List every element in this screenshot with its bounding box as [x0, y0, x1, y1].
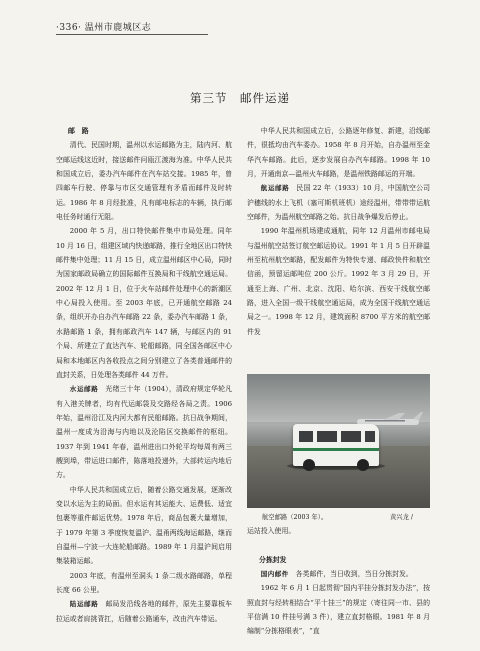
paragraph-keyword: 水运邮路	[69, 385, 99, 394]
keyword-paragraph	[56, 382, 232, 482]
subsection-heading: 分拣封发	[259, 555, 287, 564]
van-wheel	[303, 459, 315, 471]
van-window	[317, 431, 337, 442]
body-paragraph: 运站投入使用。	[247, 527, 296, 535]
paragraph-text: 民国 22 年（1933）10 月，中国航空公司沪穗线的水上飞机（塞可斯机班机）途经温州，带带带运航空邮件，为温州航空邮路之始。抗日战争爆发后停止。	[247, 184, 430, 222]
body-paragraph: 中华人民共和国成立后，公路逐年修复、新建，沿线邮件，很抵均由汽车委办。1958 年 8 月开始，自办温州至金华汽车邮路。此后，逐步发展自办汽车邮路。1998 年 10 月，开通南京—温州火车邮路，是温州铁路邮运的开端。	[247, 127, 430, 179]
subsection-heading: 邮 路	[68, 127, 89, 135]
body-paragraph: 中华人民共和国成立后，随着公路交通发展，逐渐改变以水运为主的局面。但水运有其运能大、运费低、适宜包裹等重件邮运优势。1978 年后，商品包裹大量增加，于 1979 年第 3 季度恢复温沪、温甬两线海运邮路，继而自温州—宁波一大连轮船邮路。1989 年 1 月温沪间启用集装箱运邮。	[56, 485, 232, 566]
airport-mail-van-photo	[247, 374, 430, 508]
left-text-column	[56, 124, 232, 626]
paragraph-text: 各类邮件，当日收到，当日分拣封发。	[288, 570, 413, 579]
body-paragraph: 1962 年 6 月 1 日起贯彻“国内平挂分拣封发办法”，按照直封与经转相结合“平十挂三”的规定（寄往同一市、县的平信满 10 件挂号满 3 件），建立直封格眼。1981 年 8 月编制“分拣格眼表”，“直	[247, 584, 430, 636]
spacer	[247, 538, 430, 552]
van-window	[365, 431, 375, 442]
body-paragraph: 清代、民国时期，温州以水运邮路为主，陆内河、航空邮运线这近时，接送邮件问瓯江渡海为准。中华人民共和国成立后，委办汽车邮件在汽车站交接。1985 年，曾四邮车行驶、停靠与市区交通管理有矛盾而邮件及时转运。1986 年 8 月经批准，凡有邮电标志的车辆，执行邮电任务时通行无阻。	[56, 141, 232, 222]
body-paragraph: 2000 年 5 月，出口特快邮件集中市局处理。同年 10 月 16 日，组建区域内快递邮路，推行全地区出口特快邮件集中处理；11 月 15 日，成立温州邮区中心局，同时为国家邮政局确立的国际邮件互换局和干线航空通运局。2002 年 12 月 1 日，位于火车站邮件处理中心的新潮区中心局投入使用。至 2003 年底，已开通航空邮路 24 条，组织开办自办汽车邮路 22 条，委办汽车邮路 1 条，水路邮路 1 条，拥有邮政汽车 147 辆，与邮区内的 91 个局、所建立了直达汽车、轮船邮路，同全国各邮区中心局和本地邮区内各收投点之间分别建立了各类普通邮件的直封关系，日处理各类邮件 44 万件。	[56, 227, 232, 379]
keyword-paragraph	[56, 597, 232, 626]
van-stripe	[293, 448, 379, 451]
header-rule	[56, 34, 208, 35]
body-paragraph: 1990 年温州机场建成通航，同年 12 月温州市邮电局与温州航空站签订航空邮运协议。1991 年 1 月 5 日开辟温州至杭州航空邮路，配发邮件为特快专递、邮政快件和航空信函，预留运邮吨位 200 公斤。1992 年 3 月 29 日，开通至上海、广州、北京、沈阳、哈尔滨、西安干线航空邮路，进入全国一级干线航空通运局，成为全国干线航空通运局之一。1998 年 12 月，建筑面积 8700 平方米的航空邮件发	[247, 227, 430, 336]
right-text-column-top	[247, 124, 430, 339]
mail-van	[293, 424, 379, 466]
photo-caption: 航空邮路（2003 年）。	[262, 514, 328, 521]
paragraph-keyword: 国内邮件	[260, 570, 289, 579]
photo-credit: 黄兴龙 /	[390, 514, 414, 521]
running-header: ·336· 温州市鹿城区志	[56, 23, 152, 33]
section-title: 第三节 邮件运递	[190, 91, 290, 105]
paragraph-keyword: 陆运邮路	[69, 600, 99, 609]
van-window	[299, 431, 313, 442]
paragraph-text: 光绪三十年（1904），清政府规定华轮凡有入港关牌者，均有代运邮袋及交路经各局之责。1906 年始，温州沿江及内河大都有民船邮路。抗日战争期间，温州一度成为沿海与内地以及沦陷区交换邮件的枢纽。1937 年到 1941 年春，温州进出口外轮平均每周有两三艘到埠，带运进口邮件，陈落地投递外，大部转运内地后方。	[56, 385, 233, 480]
paragraph-text: 邮局发沿线各地的邮件，原先主要靠板车拉运或者肩挑背扛，后随着公路通车，改由汽车带运。	[56, 600, 233, 623]
paragraph-keyword: 航运邮路	[260, 184, 290, 193]
keyword-paragraph	[247, 567, 430, 581]
van-window	[341, 431, 361, 442]
keyword-paragraph	[247, 181, 430, 224]
body-paragraph: 2003 年底，有温州至洞头 1 条二级水路邮路，单程长度 66 公里。	[56, 571, 232, 594]
van-wheel	[357, 459, 369, 471]
right-text-column-bottom	[247, 524, 430, 639]
